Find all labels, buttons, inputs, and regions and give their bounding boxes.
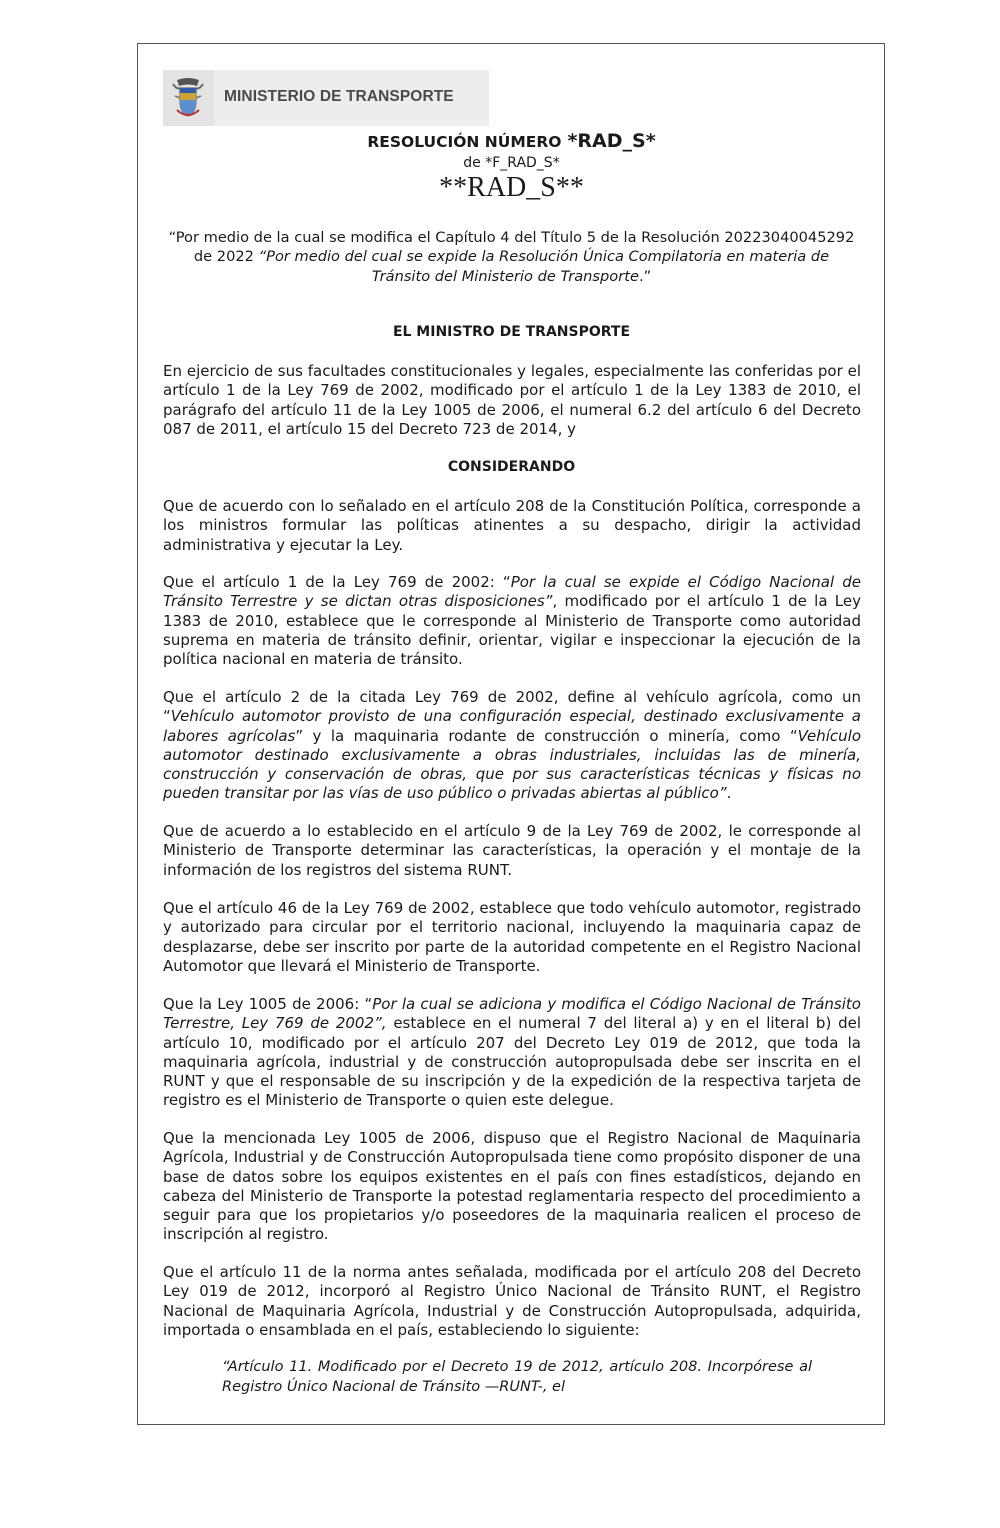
coat-of-arms-icon	[163, 70, 214, 126]
rad-code: **RAD_S**	[439, 172, 584, 203]
considering-paragraph-1: Que de acuerdo con lo señalado en el artículo 208 de la Constitución Política, corresponde a los ministros formular las políticas atinentes a su despacho, dirigir la actividad administrativa y ejecutar la Ley.	[163, 497, 861, 554]
resolution-number: *RAD_S*	[567, 130, 656, 152]
considering-paragraph-2: Que el artículo 1 de la Ley 769 de 2002: “Por la cual se expide el Código Nacional de Tránsito Terrestre y se dictan otras disposiciones”, modificado por el artículo 1 de la Ley 1383 de 2010, establece que le corresponde al Ministerio de Transporte como autoridad suprema en materia de tránsito definir, orientar, vigilar e inspeccionar la ejecución de la política nacional en materia de tránsito.	[163, 573, 861, 669]
subject-closing: .”	[638, 267, 652, 285]
preamble-paragraph: En ejercicio de sus facultades constitucionales y legales, especialmente las conferidas por el artículo 1 de la Ley 769 de 2002, modificado por el artículo 1 de la Ley 1383 de 2010, el parágrafo del artículo 11 de la Ley 1005 de 2006, el numeral 6.2 del artículo 6 del Decreto 087 de 2011, el artículo 15 del Decreto 723 de 2014, y	[163, 362, 861, 438]
considering-paragraph-6: Que la Ley 1005 de 2006: “Por la cual se adiciona y modifica el Código Nacional de Tránsito Terrestre, Ley 769 de 2002”, establece en el numeral 7 del literal a) y en el literal b) del artículo 10, modificado por el artículo 207 del Decreto Ley 019 de 2012, que toda la maquinaria agrícola, industrial y de construcción autopropulsada debe ser inscrita en el RUNT y que el responsable de su inscripción y de la expedición de la respectiva tarjeta de registro es el Ministerio de Transporte o quien este delegue.	[163, 995, 861, 1110]
considering-paragraph-8: Que el artículo 11 de la norma antes señalada, modificada por el artículo 208 del Decreto Ley 019 de 2012, incorporó al Registro Único Nacional de Tránsito RUNT, el Registro Nacional de Maquinaria Agrícola, Industrial y de Construcción Autopropulsada, adquirida, importada o ensamblada en el país, estableciendo lo siguiente:	[163, 1263, 861, 1339]
considerando-title: CONSIDERANDO	[447, 459, 576, 475]
considering-paragraph-3: Que el artículo 2 de la citada Ley 769 de 2002, define al vehículo agrícola, como un “Vehículo automotor provisto de una configuración especial, destinado exclusivamente a labores agrícolas” y la maquinaria rodante de construcción o minería, como “Vehículo automotor destinado exclusivamente a obras industriales, incluidas las de minería, construcción y conservación de obras, que por sus características técnicas y físicas no pueden transitar por las vías de uso público o privadas abiertas al público”.	[163, 688, 862, 803]
considering-paragraph-5: Que el artículo 46 de la Ley 769 de 2002, establece que todo vehículo automotor, registrado y autorizado para circular por el territorio nacional, incluyendo la maquinaria capaz de desplazarse, debe ser inscrito por parte de la autoridad competente en el Registro Nacional Automotor que llevará el Ministerio de Transporte.	[163, 899, 861, 975]
considering-paragraph-7: Que la mencionada Ley 1005 de 2006, dispuso que el Registro Nacional de Maquinaria Agrícola, Industrial y de Construcción Autopropulsada tiene como propósito disponer de una base de datos sobre los equipos existentes en el país con fines estadísticos, dejando en cabeza del Ministerio de Transporte la potestad reglamentaria respecto del procedimiento a seguir para que los propietarios y/o poseedores de la maquinaria realicen el proceso de inscripción al registro.	[163, 1129, 861, 1244]
considering-paragraph-4: Que de acuerdo a lo establecido en el artículo 9 de la Ley 769 de 2002, le corresponde al Ministerio de Transporte determinar las características, la operación y el montaje de la información de los registros del sistema RUNT.	[163, 822, 861, 879]
article-quote: “Artículo 11. Modificado por el Decreto 19 de 2012, artículo 208. Incorpórese al Registro Único Nacional de Tránsito —RUNT-, el	[222, 1359, 812, 1395]
subject-text: “Por medio de la cual se modifica el Capítulo 4 del Título 5 de la Resolución 20223040045292 de 2022	[168, 229, 855, 266]
subject-italic-text: “Por medio del cual se expide la Resolución Única Compilatoria en materia de Tránsito del Ministerio de Transporte	[258, 248, 830, 285]
resolution-label: RESOLUCIÓN NÚMERO	[367, 133, 562, 151]
resolution-subject	[163, 228, 860, 286]
ministry-logo	[163, 70, 489, 126]
resolution-title	[163, 130, 860, 152]
authority-title: EL MINISTRO DE TRANSPORTE	[392, 324, 631, 340]
resolution-date: de *F_RAD_S*	[463, 155, 560, 171]
ministry-name: MINISTERIO DE TRANSPORTE	[224, 88, 454, 105]
